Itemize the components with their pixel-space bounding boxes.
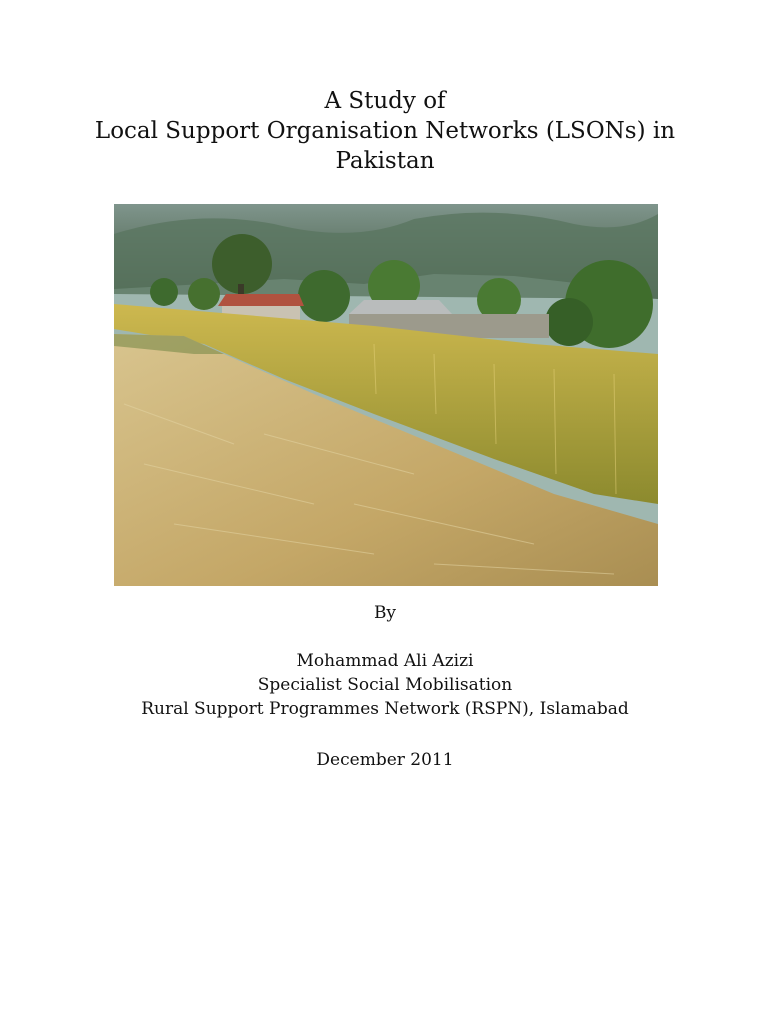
publication-date: December 2011: [316, 750, 454, 770]
author-block: [0, 649, 770, 721]
author-organisation: Rural Support Programmes Network (RSPN), Islamabad: [141, 699, 629, 719]
title-line-1: A Study of: [324, 88, 446, 114]
title-line-2: Local Support Organisation Networks (LSONs) in: [94, 118, 676, 144]
author-role: Specialist Social Mobilisation: [257, 675, 513, 695]
author-name: Mohammad Ali Azizi: [296, 651, 474, 671]
title-line-3: Pakistan: [335, 148, 435, 174]
landscape-photo-icon: [114, 204, 658, 586]
by-label: By: [373, 603, 397, 623]
cover-photo: [114, 204, 658, 586]
document-title: [0, 86, 770, 176]
